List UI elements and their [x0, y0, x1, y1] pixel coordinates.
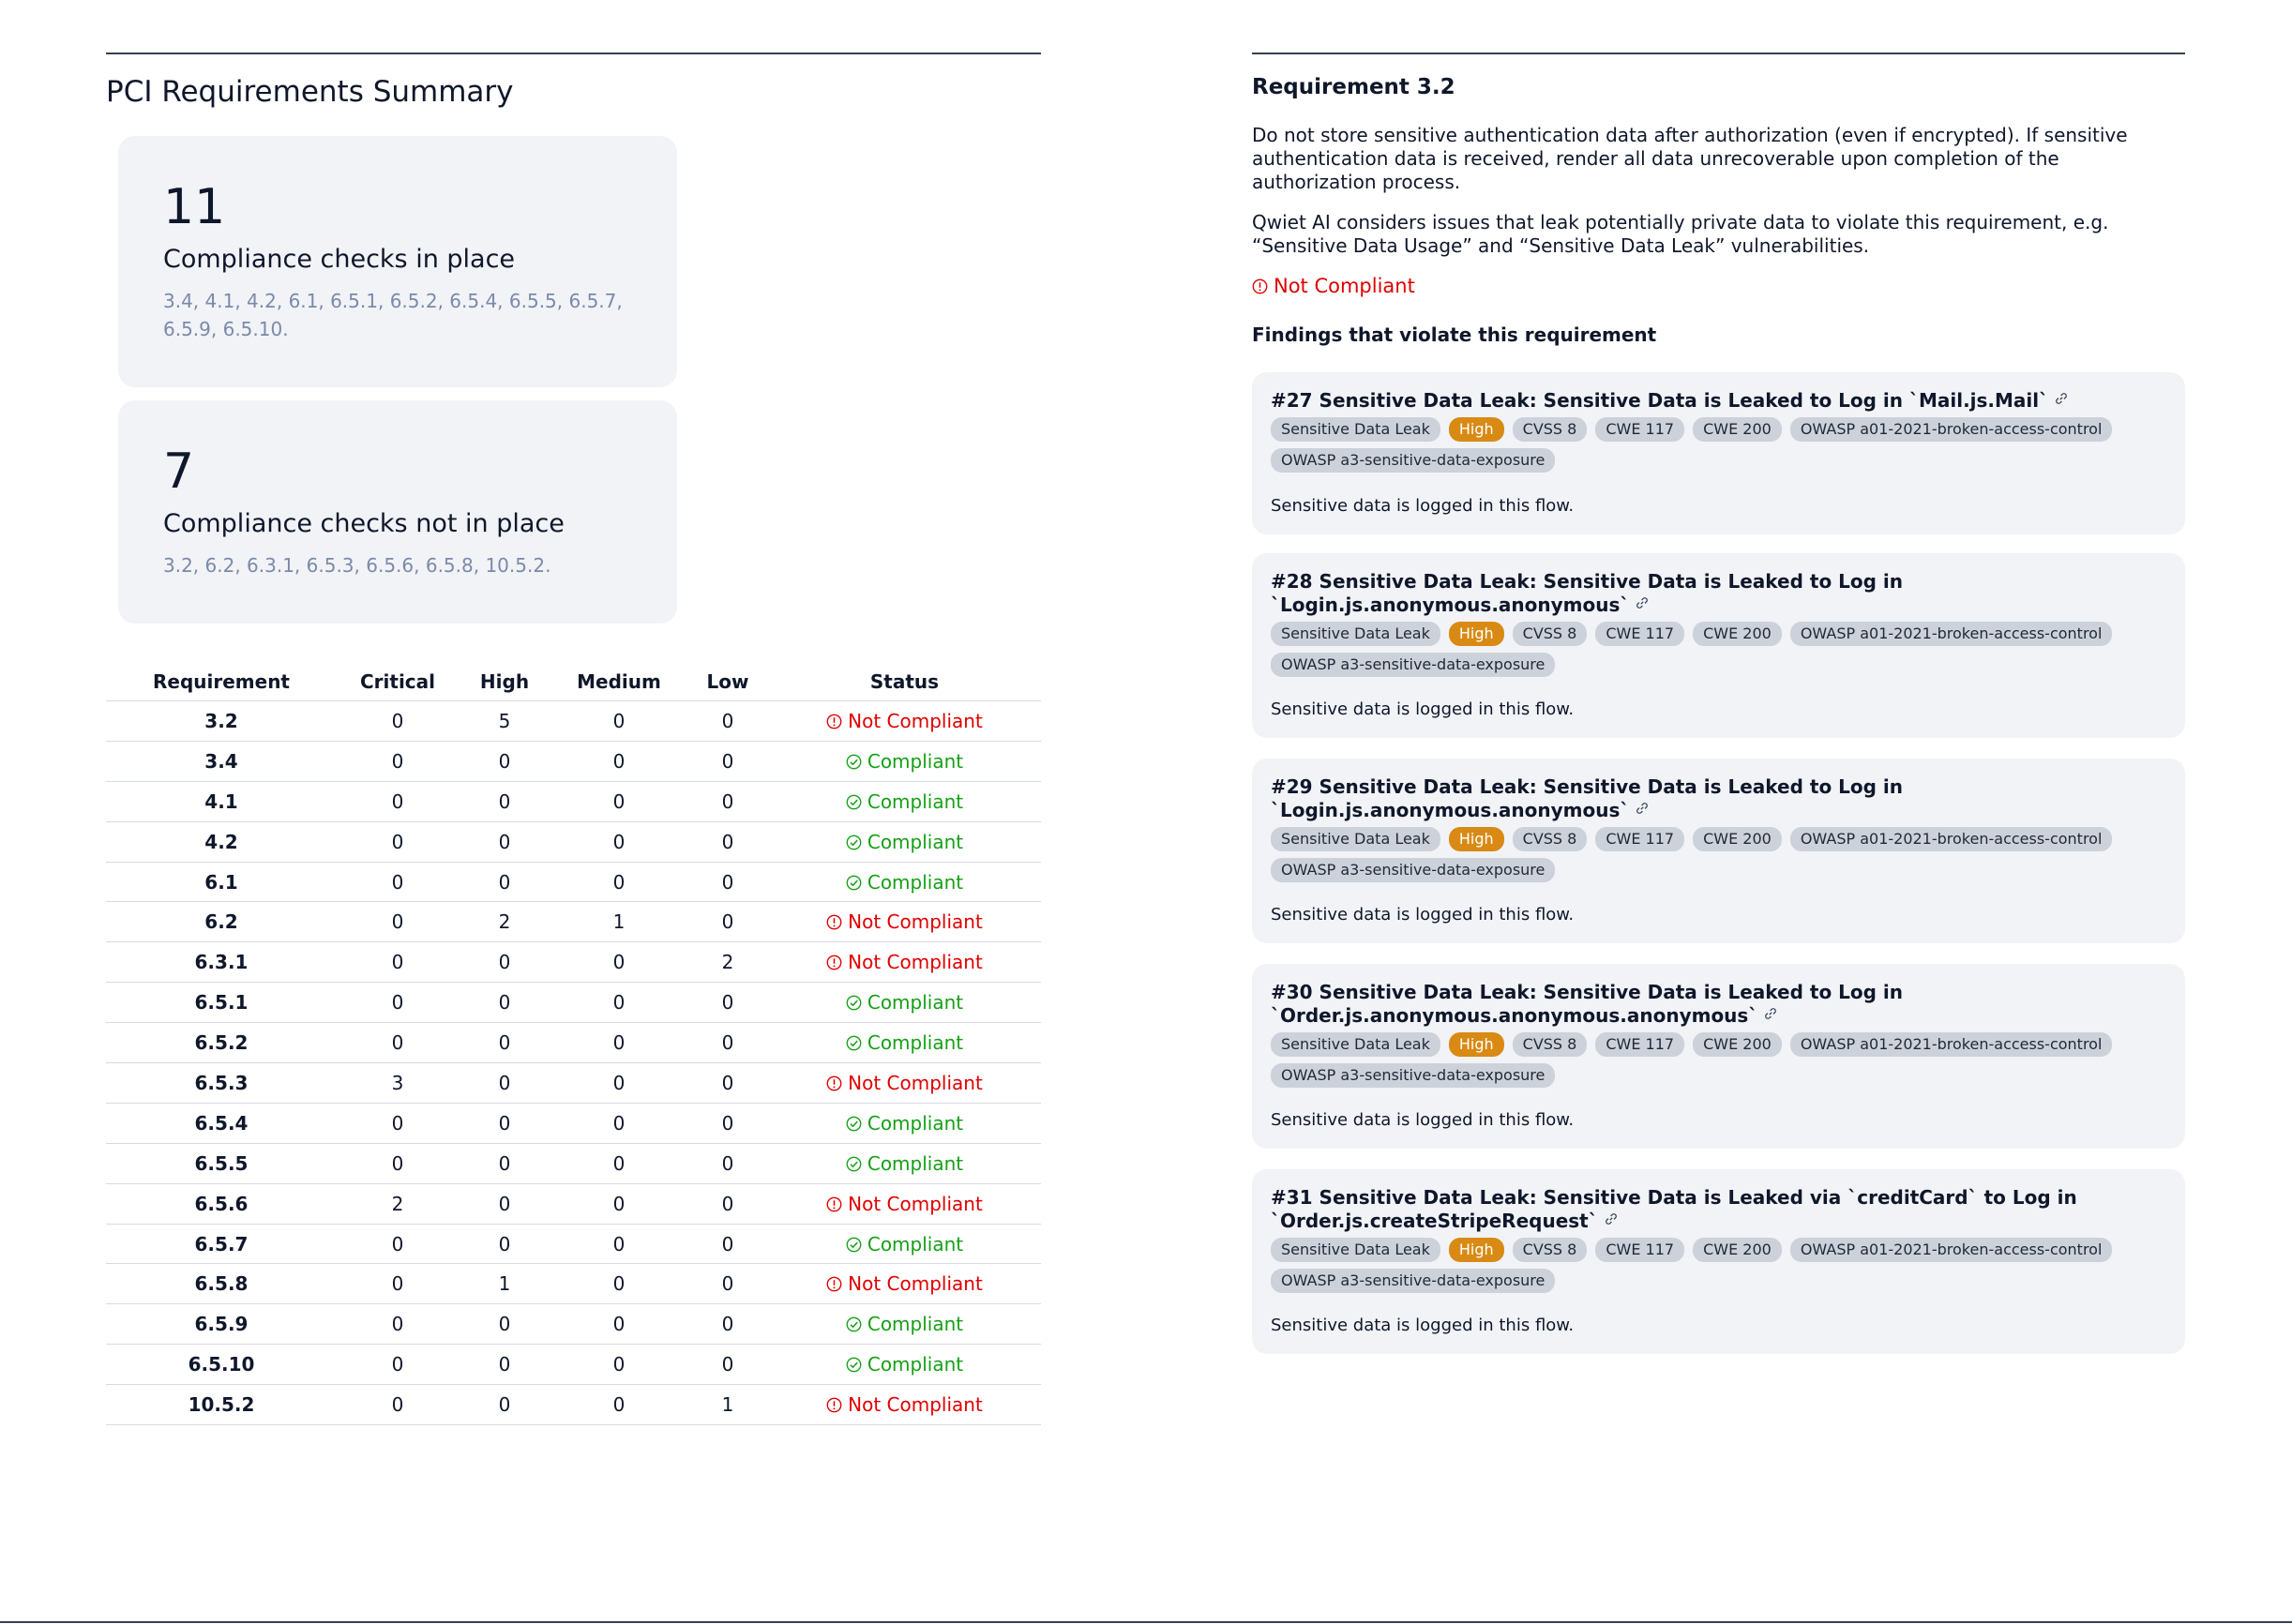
high-count: 0 [459, 1345, 550, 1385]
severity-badge: High [1449, 1238, 1504, 1262]
finding-tag: CWE 117 [1595, 622, 1684, 646]
checks-in-place-list: 3.4, 4.1, 4.2, 6.1, 6.5.1, 6.5.2, 6.5.4, 6.5.5, 6.5.7, 6.5.9, 6.5.10. [163, 290, 623, 340]
link-icon[interactable] [1635, 595, 1650, 610]
status-label: Compliant [867, 1111, 964, 1135]
finding-card [1252, 553, 2185, 738]
high-count: 0 [459, 942, 550, 983]
finding-card [1252, 1169, 2185, 1354]
alert-circle-icon [1252, 278, 1268, 294]
critical-count: 0 [337, 1264, 459, 1304]
finding-tag: Sensitive Data Leak [1271, 622, 1440, 646]
finding-tag: CWE 200 [1693, 1032, 1782, 1057]
check-circle-icon [846, 1316, 862, 1332]
table-row [106, 1264, 1041, 1304]
check-circle-icon [846, 875, 862, 891]
requirements-table [106, 663, 1041, 1425]
check-circle-icon [846, 1035, 862, 1051]
low-count: 0 [687, 1183, 768, 1224]
low-count: 0 [687, 983, 768, 1023]
status-cell [768, 1345, 1041, 1385]
checks-not-in-place-label: Compliance checks not in place [163, 509, 565, 538]
finding-card [1252, 372, 2185, 534]
table-row [106, 942, 1041, 983]
status-cell [768, 902, 1041, 942]
requirement-id: 6.5.3 [106, 1063, 337, 1104]
status-label: Compliant [867, 1031, 964, 1055]
finding-title-text: #30 Sensitive Data Leak: Sensitive Data is Leaked to Log in `Order.js.anonymous.anonymous.anonymous` [1271, 981, 1904, 1027]
medium-count: 0 [550, 1345, 687, 1385]
finding-tag: CVSS 8 [1513, 1238, 1588, 1262]
finding-tag: CWE 117 [1595, 1032, 1684, 1057]
critical-count: 0 [337, 862, 459, 902]
table-row [106, 1103, 1041, 1143]
high-count: 2 [459, 902, 550, 942]
table-row [106, 983, 1041, 1023]
check-circle-icon [846, 1357, 862, 1373]
low-count: 0 [687, 701, 768, 742]
status-cell [768, 1023, 1041, 1063]
critical-count: 0 [337, 1385, 459, 1425]
table-row [106, 1304, 1041, 1345]
medium-count: 0 [550, 1304, 687, 1345]
table-row [106, 1345, 1041, 1385]
requirements-table-body [106, 701, 1041, 1425]
low-count: 0 [687, 1143, 768, 1183]
finding-tag: OWASP a3-sensitive-data-exposure [1271, 653, 1555, 677]
medium-count: 1 [550, 902, 687, 942]
severity-badge: High [1449, 417, 1504, 442]
checks-in-place-label: Compliance checks in place [163, 245, 516, 274]
medium-count: 0 [550, 1183, 687, 1224]
status-cell [768, 862, 1041, 902]
status-label: Not Compliant [848, 709, 983, 732]
status-label: Compliant [867, 830, 964, 853]
checks-not-in-place-card [118, 400, 677, 624]
critical-count: 0 [337, 1143, 459, 1183]
link-icon[interactable] [2054, 391, 2069, 406]
finding-tag: CVSS 8 [1513, 622, 1588, 646]
critical-count: 0 [337, 701, 459, 742]
status-label: Not Compliant [848, 1272, 983, 1296]
table-row [106, 902, 1041, 942]
medium-count: 0 [550, 1063, 687, 1104]
medium-count: 0 [550, 1385, 687, 1425]
critical-count: 0 [337, 781, 459, 821]
status-cell [768, 741, 1041, 781]
link-icon[interactable] [1604, 1211, 1619, 1226]
requirement-id: 6.5.9 [106, 1304, 337, 1345]
high-count: 1 [459, 1264, 550, 1304]
status-cell [768, 1224, 1041, 1264]
link-icon[interactable] [1635, 801, 1650, 816]
finding-tag: CWE 200 [1693, 622, 1782, 646]
status-label: Not Compliant [848, 910, 983, 934]
finding-title-text: #28 Sensitive Data Leak: Sensitive Data is Leaked to Log in `Login.js.anonymous.anonymous` [1271, 570, 1904, 616]
table-row [106, 741, 1041, 781]
requirement-id: 6.5.5 [106, 1143, 337, 1183]
page-title: PCI Requirements Summary [106, 75, 514, 109]
table-row [106, 1023, 1041, 1063]
requirement-id: 6.5.2 [106, 1023, 337, 1063]
low-count: 0 [687, 1345, 768, 1385]
status-cell [768, 781, 1041, 821]
status-cell [768, 1103, 1041, 1143]
checks-in-place-count: 11 [163, 179, 226, 235]
status-label: Compliant [867, 870, 964, 894]
status-label: Not Compliant [848, 1071, 983, 1094]
finding-tag: OWASP a3-sensitive-data-exposure [1271, 1269, 1555, 1293]
table-row [106, 1063, 1041, 1104]
finding-tags [1271, 622, 2166, 677]
finding-title-text: #27 Sensitive Data Leak: Sensitive Data is Leaked to Log in `Mail.js.Mail` [1271, 389, 2049, 412]
status-cell [768, 1143, 1041, 1183]
alert-circle-icon [826, 714, 842, 729]
table-header-row [106, 663, 1041, 701]
finding-title-text: #31 Sensitive Data Leak: Sensitive Data is Leaked via `creditCard` to Log in `Order.js.createStripeRequest` [1271, 1186, 2077, 1232]
finding-tag: OWASP a01-2021-broken-access-control [1790, 1238, 2113, 1262]
table-row [106, 1143, 1041, 1183]
status-label: Compliant [867, 789, 964, 813]
alert-circle-icon [826, 1075, 842, 1091]
status-label: Compliant [867, 1151, 964, 1175]
finding-tag: Sensitive Data Leak [1271, 827, 1440, 851]
status-label: Not Compliant [848, 951, 983, 974]
critical-count: 0 [337, 1304, 459, 1345]
finding-title [1271, 981, 2166, 1028]
finding-tag: OWASP a01-2021-broken-access-control [1790, 622, 2113, 646]
requirement-id: 4.2 [106, 821, 337, 862]
finding-tag: CVSS 8 [1513, 827, 1588, 851]
header-critical: Critical [359, 670, 436, 693]
right-top-rule [1252, 53, 2185, 54]
left-top-rule [106, 53, 1041, 54]
high-count: 0 [459, 1385, 550, 1425]
alert-circle-icon [826, 1397, 842, 1413]
low-count: 0 [687, 1103, 768, 1143]
requirement-id: 4.1 [106, 781, 337, 821]
medium-count: 0 [550, 741, 687, 781]
requirement-id: 6.5.4 [106, 1103, 337, 1143]
finding-card [1252, 964, 2185, 1149]
finding-title [1271, 775, 2166, 822]
high-count: 0 [459, 1224, 550, 1264]
table-row [106, 1224, 1041, 1264]
finding-tag: OWASP a3-sensitive-data-exposure [1271, 858, 1555, 882]
medium-count: 0 [550, 1143, 687, 1183]
check-circle-icon [846, 995, 862, 1011]
header-low: Low [706, 670, 749, 693]
finding-tags [1271, 827, 2166, 882]
checks-in-place-card [118, 136, 677, 387]
finding-title [1271, 570, 2166, 617]
finding-tag: OWASP a01-2021-broken-access-control [1790, 827, 2113, 851]
requirement-id: 6.5.10 [106, 1345, 337, 1385]
status-cell [768, 1385, 1041, 1425]
finding-tag: OWASP a01-2021-broken-access-control [1790, 1032, 2113, 1057]
alert-circle-icon [826, 914, 842, 930]
requirement-id: 6.2 [106, 902, 337, 942]
header-requirement: Requirement [152, 670, 290, 693]
critical-count: 3 [337, 1063, 459, 1104]
check-circle-icon [846, 1116, 862, 1132]
critical-count: 0 [337, 902, 459, 942]
status-cell [768, 983, 1041, 1023]
requirement-id: 6.3.1 [106, 942, 337, 983]
high-count: 0 [459, 983, 550, 1023]
medium-count: 0 [550, 781, 687, 821]
low-count: 0 [687, 862, 768, 902]
high-count: 0 [459, 1063, 550, 1104]
alert-circle-icon [826, 1196, 842, 1212]
status-label: Compliant [867, 991, 964, 1015]
alert-circle-icon [826, 1276, 842, 1292]
header-high: High [479, 670, 530, 693]
check-circle-icon [846, 1156, 862, 1172]
status-label: Not Compliant [848, 1393, 983, 1417]
critical-count: 2 [337, 1183, 459, 1224]
finding-description: Sensitive data is logged in this flow. [1271, 699, 1575, 719]
requirement-id: 6.5.6 [106, 1183, 337, 1224]
medium-count: 0 [550, 1103, 687, 1143]
high-count: 0 [459, 1304, 550, 1345]
finding-tags [1271, 1238, 2166, 1293]
critical-count: 0 [337, 821, 459, 862]
finding-title [1271, 1186, 2166, 1233]
critical-count: 0 [337, 942, 459, 983]
requirement-note: Qwiet AI considers issues that leak potentially private data to violate this requirement, e.g. “Sensitive Data Usage” and “Sensitive Data Leak” vulnerabilities. [1252, 211, 2109, 257]
finding-description: Sensitive data is logged in this flow. [1271, 1110, 1575, 1130]
table-row [106, 862, 1041, 902]
high-count: 0 [459, 1143, 550, 1183]
check-circle-icon [846, 794, 862, 810]
medium-count: 0 [550, 862, 687, 902]
header-status: Status [869, 670, 940, 693]
critical-count: 0 [337, 741, 459, 781]
finding-tag: CWE 200 [1693, 1238, 1782, 1262]
critical-count: 0 [337, 1224, 459, 1264]
requirement-id: 6.5.7 [106, 1224, 337, 1264]
high-count: 0 [459, 1103, 550, 1143]
status-cell [768, 942, 1041, 983]
low-count: 0 [687, 1063, 768, 1104]
requirement-id: 6.1 [106, 862, 337, 902]
finding-tag: CVSS 8 [1513, 417, 1588, 442]
medium-count: 0 [550, 983, 687, 1023]
low-count: 0 [687, 821, 768, 862]
medium-count: 0 [550, 1224, 687, 1264]
critical-count: 0 [337, 1023, 459, 1063]
status-label: Compliant [867, 749, 964, 773]
finding-tag: Sensitive Data Leak [1271, 1032, 1440, 1057]
requirement-status [1252, 275, 1415, 297]
table-row [106, 1183, 1041, 1224]
low-count: 0 [687, 1304, 768, 1345]
finding-card [1252, 759, 2185, 943]
critical-count: 0 [337, 983, 459, 1023]
low-count: 0 [687, 1224, 768, 1264]
high-count: 0 [459, 821, 550, 862]
finding-description: Sensitive data is logged in this flow. [1271, 496, 1575, 516]
status-label: Compliant [867, 1232, 964, 1256]
high-count: 0 [459, 741, 550, 781]
medium-count: 0 [550, 701, 687, 742]
status-cell [768, 1304, 1041, 1345]
checks-not-in-place-list: 3.2, 6.2, 6.3.1, 6.5.3, 6.5.6, 6.5.8, 10.5.2. [163, 554, 551, 577]
high-count: 5 [459, 701, 550, 742]
finding-tag: OWASP a3-sensitive-data-exposure [1271, 1063, 1555, 1088]
severity-badge: High [1449, 622, 1504, 646]
low-count: 0 [687, 781, 768, 821]
finding-description: Sensitive data is logged in this flow. [1271, 905, 1575, 925]
low-count: 0 [687, 1023, 768, 1063]
medium-count: 0 [550, 1023, 687, 1063]
severity-badge: High [1449, 827, 1504, 851]
finding-tag: CVSS 8 [1513, 1032, 1588, 1057]
medium-count: 0 [550, 821, 687, 862]
finding-tags [1271, 417, 2166, 473]
status-cell [768, 701, 1041, 742]
finding-tag: CWE 200 [1693, 417, 1782, 442]
status-label: Not Compliant [848, 1192, 983, 1215]
table-row [106, 1385, 1041, 1425]
finding-tag: Sensitive Data Leak [1271, 1238, 1440, 1262]
findings-heading: Findings that violate this requirement [1252, 323, 1657, 346]
link-icon[interactable] [1763, 1006, 1778, 1021]
low-count: 1 [687, 1385, 768, 1425]
table-row [106, 701, 1041, 742]
status-label: Compliant [867, 1353, 964, 1376]
status-label: Compliant [867, 1313, 964, 1336]
finding-tag: CWE 117 [1595, 417, 1684, 442]
high-count: 0 [459, 781, 550, 821]
medium-count: 0 [550, 942, 687, 983]
critical-count: 0 [337, 1345, 459, 1385]
check-circle-icon [846, 835, 862, 850]
finding-tag: Sensitive Data Leak [1271, 417, 1440, 442]
status-cell [768, 821, 1041, 862]
finding-tag: CWE 117 [1595, 1238, 1684, 1262]
finding-tag: OWASP a3-sensitive-data-exposure [1271, 448, 1555, 473]
requirement-id: 10.5.2 [106, 1385, 337, 1425]
requirement-id: 6.5.8 [106, 1264, 337, 1304]
low-count: 2 [687, 942, 768, 983]
requirement-id: 3.2 [106, 701, 337, 742]
finding-description: Sensitive data is logged in this flow. [1271, 1316, 1575, 1335]
high-count: 0 [459, 1183, 550, 1224]
finding-title [1271, 389, 2166, 413]
finding-tag: CWE 200 [1693, 827, 1782, 851]
critical-count: 0 [337, 1103, 459, 1143]
severity-badge: High [1449, 1032, 1504, 1057]
checks-not-in-place-count: 7 [163, 444, 195, 500]
finding-tags [1271, 1032, 2166, 1088]
requirement-id: 6.5.1 [106, 983, 337, 1023]
header-medium: Medium [577, 670, 661, 693]
low-count: 0 [687, 1264, 768, 1304]
high-count: 0 [459, 862, 550, 902]
low-count: 0 [687, 741, 768, 781]
requirement-title: Requirement 3.2 [1252, 75, 1455, 99]
bottom-rule [0, 1621, 2292, 1623]
requirement-id: 3.4 [106, 741, 337, 781]
check-circle-icon [846, 754, 862, 770]
requirement-status-label: Not Compliant [1274, 275, 1415, 297]
status-cell [768, 1183, 1041, 1224]
finding-tag: CWE 117 [1595, 827, 1684, 851]
finding-title-text: #29 Sensitive Data Leak: Sensitive Data is Leaked to Log in `Login.js.anonymous.anonymous` [1271, 775, 1904, 821]
table-row [106, 821, 1041, 862]
requirement-description: Do not store sensitive authentication data after authorization (even if encrypted). If sensitive authentication data is received, render all data unrecoverable upon completion of the authorization process. [1252, 124, 2128, 193]
check-circle-icon [846, 1237, 862, 1253]
finding-tag: OWASP a01-2021-broken-access-control [1790, 417, 2113, 442]
high-count: 0 [459, 1023, 550, 1063]
table-row [106, 781, 1041, 821]
low-count: 0 [687, 902, 768, 942]
status-cell [768, 1063, 1041, 1104]
medium-count: 0 [550, 1264, 687, 1304]
alert-circle-icon [826, 955, 842, 970]
status-cell [768, 1264, 1041, 1304]
